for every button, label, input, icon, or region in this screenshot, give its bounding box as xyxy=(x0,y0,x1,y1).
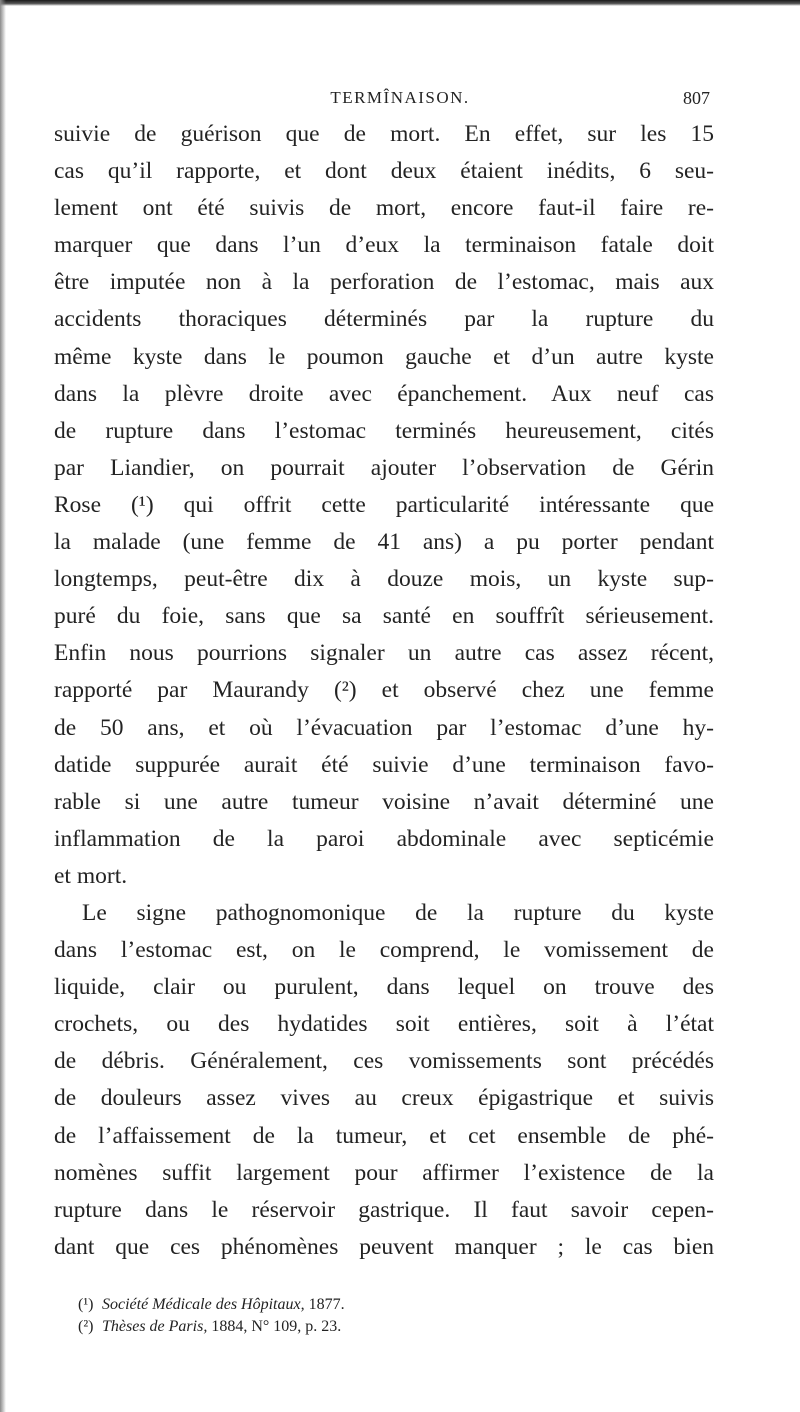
footnote-details: 1877. xyxy=(304,1296,345,1313)
text-line: suivie de guérison que de mort. En effet, sur les 15 xyxy=(54,121,714,147)
text-line: rupture dans le réservoir gastrique. Il faut savoir cepen- xyxy=(54,1196,714,1223)
text-line: rapporté par Maurandy (²) et observé chez une femme xyxy=(54,677,714,704)
text-line: par Liandier, on pourrait ajouter l’observation de Gérin xyxy=(54,454,714,481)
text-line: la malade (une femme de 41 ans) a pu porter pendant xyxy=(54,529,714,556)
text-line: cas qu’il rapporte, et dont deux étaient inédits, 6 seu- xyxy=(54,158,714,185)
text-line: Enfin nous pourrions signaler un autre cas assez récent, xyxy=(54,640,714,667)
footnote-2 xyxy=(78,1316,698,1338)
text-line: même kyste dans le poumon gauche et d’un autre kyste xyxy=(54,343,714,370)
paragraph-2 xyxy=(54,895,714,1266)
text-line: inflammation de la paroi abdominale avec septicémie xyxy=(54,825,714,852)
footnote-source: Thèses de Paris, xyxy=(102,1318,208,1335)
text-line: marquer que dans l’un d’eux la terminaison fatale doit xyxy=(54,232,714,259)
text-line: dans l’estomac est, on le comprend, le vomissement de xyxy=(54,937,714,964)
footnote-mark: (¹) xyxy=(78,1296,94,1313)
body-text xyxy=(54,116,714,1266)
footnote-mark: (²) xyxy=(78,1318,94,1335)
text-line: rable si une autre tumeur voisine n’avait déterminé une xyxy=(54,788,714,815)
scan-edge-top xyxy=(0,0,800,6)
text-line: et mort. xyxy=(54,862,128,889)
scan-edge-left xyxy=(0,0,6,1412)
footnote-source: Société Médicale des Hôpitaux, xyxy=(102,1296,305,1313)
footnote-1 xyxy=(78,1294,698,1316)
text-line: de douleurs assez vives au creux épigastrique et suivis xyxy=(54,1085,714,1112)
text-line: longtemps, peut-être dix à douze mois, un kyste sup- xyxy=(54,566,714,593)
page-header xyxy=(60,88,710,116)
text-line: accidents thoraciques déterminés par la rupture du xyxy=(54,306,714,333)
text-line: Rose (¹) qui offrit cette particularité intéressante que xyxy=(54,491,714,518)
text-line: dant que ces phénomènes peuvent manquer ; le cas bien xyxy=(54,1233,714,1260)
running-title: TERMÎNAISON. xyxy=(330,88,470,107)
text-line: de rupture dans l’estomac terminés heureusement, cités xyxy=(54,417,714,444)
text-line: crochets, ou des hydatides soit entières, soit à l’état xyxy=(54,1011,714,1038)
text-line: de 50 ans, et où l’évacuation par l’estomac d’une hy- xyxy=(54,714,714,741)
text-line: lement ont été suivis de mort, encore faut-il faire re- xyxy=(54,195,714,222)
footnote-details: 1884, N° 109, p. 23. xyxy=(207,1318,342,1335)
text-line: Le signe pathognomonique de la rupture du kyste xyxy=(82,899,714,926)
footnotes xyxy=(78,1294,698,1338)
text-line: dans la plèvre droite avec épanchement. Aux neuf cas xyxy=(54,380,714,407)
text-line: puré du foie, sans que sa santé en souffrît sérieusement. xyxy=(54,603,714,630)
text-line: de débris. Généralement, ces vomissements sont précédés xyxy=(54,1048,714,1075)
paragraph-1 xyxy=(54,116,714,895)
page-number: 807 xyxy=(683,88,710,108)
text-line: liquide, clair ou purulent, dans lequel on trouve des xyxy=(54,974,714,1001)
text-line: de l’affaissement de la tumeur, et cet ensemble de phé- xyxy=(54,1122,714,1149)
text-line: nomènes suffit largement pour affirmer l’existence de la xyxy=(54,1159,714,1186)
text-line: datide suppurée aurait été suivie d’une terminaison favo- xyxy=(54,751,714,778)
text-line: être imputée non à la perforation de l’estomac, mais aux xyxy=(54,269,714,296)
